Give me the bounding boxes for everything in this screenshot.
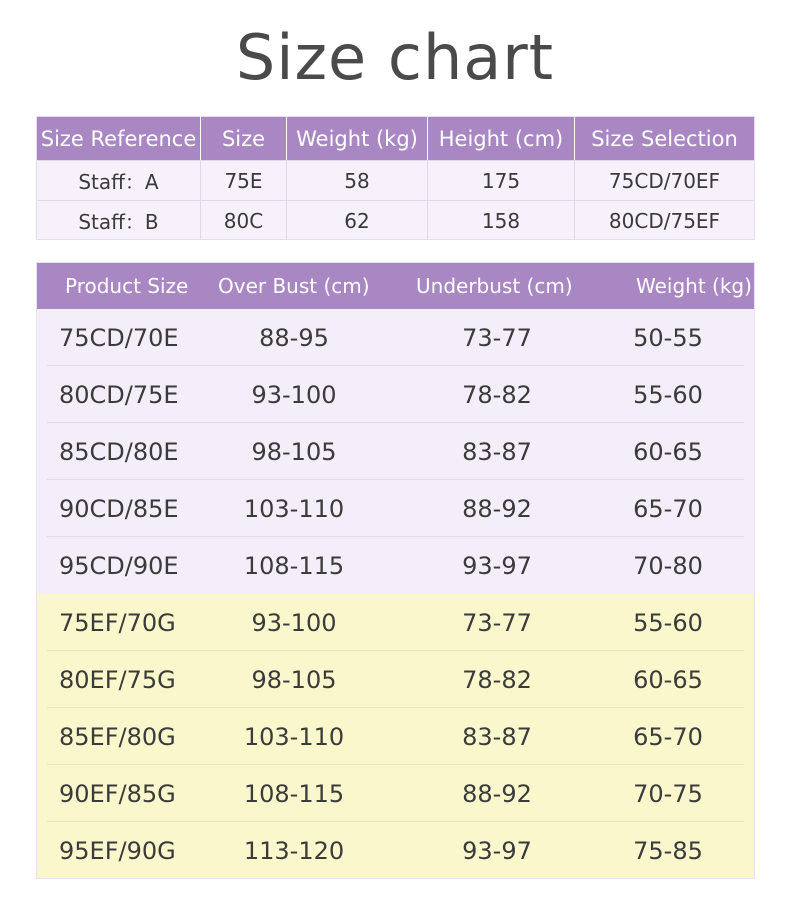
cell-underbust: 83-87	[462, 437, 532, 466]
header-product-size: Product Size	[65, 274, 189, 298]
cell-underbust: 93-97	[462, 836, 532, 865]
cell-product-size: 75EF/70G	[59, 608, 176, 637]
cell-underbust: 78-82	[462, 380, 532, 409]
cell-over-bust: 98-105	[251, 665, 337, 694]
size-table-header	[37, 263, 754, 309]
cell-product-size: 95EF/90G	[59, 836, 176, 865]
header-size: Size	[200, 117, 286, 160]
cell-weight: 60-65	[633, 437, 703, 466]
page-title: Size chart	[235, 21, 555, 94]
table-row	[37, 765, 754, 822]
cell-size: 75E	[200, 161, 286, 200]
cell-underbust: 83-87	[462, 722, 532, 751]
cell-height: 175	[427, 161, 574, 200]
cell-product-size: 85CD/80E	[59, 437, 179, 466]
cell-over-bust: 108-115	[243, 551, 345, 580]
size-group-cd	[37, 309, 754, 594]
table-row	[37, 480, 754, 537]
header-size-selection: Size Selection	[574, 117, 754, 160]
cell-product-size: 85EF/80G	[59, 722, 176, 751]
cell-over-bust: 93-100	[251, 608, 337, 637]
cell-size: 80C	[200, 201, 286, 240]
table-row	[37, 594, 754, 651]
cell-underbust: 73-77	[462, 608, 532, 637]
header-weight: Weight (kg)	[636, 274, 752, 298]
cell-over-bust: 113-120	[243, 836, 345, 865]
table-row	[37, 822, 754, 879]
cell-product-size: 80CD/75E	[59, 380, 179, 409]
table-row	[37, 309, 754, 366]
cell-over-bust: 93-100	[251, 380, 337, 409]
reference-table-header	[37, 117, 754, 160]
cell-weight: 55-60	[633, 380, 703, 409]
cell-product-size: 90CD/85E	[59, 494, 179, 523]
cell-underbust: 88-92	[462, 779, 532, 808]
product-size-table	[36, 262, 755, 879]
table-row	[37, 537, 754, 594]
reference-row-staff-a	[37, 160, 754, 200]
cell-size-selection: 75CD/70EF	[574, 161, 754, 200]
table-row	[37, 708, 754, 765]
header-over-bust: Over Bust (cm)	[218, 274, 370, 298]
cell-over-bust: 88-95	[259, 323, 329, 352]
cell-staff: Staff：B	[78, 210, 159, 234]
cell-over-bust: 103-110	[243, 722, 345, 751]
size-reference-table	[36, 116, 755, 240]
cell-size-selection: 80CD/75EF	[574, 201, 754, 240]
cell-weight: 62	[286, 201, 427, 240]
cell-weight: 50-55	[633, 323, 703, 352]
cell-weight: 70-75	[633, 779, 703, 808]
cell-weight: 70-80	[633, 551, 703, 580]
cell-product-size: 80EF/75G	[59, 665, 176, 694]
header-weight: Weight (kg)	[286, 117, 427, 160]
table-row	[37, 366, 754, 423]
cell-over-bust: 98-105	[251, 437, 337, 466]
cell-underbust: 88-92	[462, 494, 532, 523]
cell-weight: 60-65	[633, 665, 703, 694]
header-height: Height (cm)	[427, 117, 574, 160]
cell-staff: Staff：A	[78, 170, 159, 194]
cell-underbust: 73-77	[462, 323, 532, 352]
cell-weight: 65-70	[633, 722, 703, 751]
cell-weight: 65-70	[633, 494, 703, 523]
cell-over-bust: 103-110	[243, 494, 345, 523]
cell-weight: 75-85	[633, 836, 703, 865]
cell-product-size: 75CD/70E	[59, 323, 179, 352]
cell-weight: 55-60	[633, 608, 703, 637]
reference-row-staff-b	[37, 200, 754, 240]
cell-product-size: 95CD/90E	[59, 551, 179, 580]
size-group-ef	[37, 594, 754, 878]
table-row	[37, 651, 754, 708]
cell-product-size: 90EF/85G	[59, 779, 176, 808]
cell-underbust: 78-82	[462, 665, 532, 694]
cell-height: 158	[427, 201, 574, 240]
cell-underbust: 93-97	[462, 551, 532, 580]
cell-over-bust: 108-115	[243, 779, 345, 808]
cell-weight: 58	[286, 161, 427, 200]
header-size-reference: Size Reference	[40, 126, 197, 151]
header-underbust: Underbust (cm)	[416, 274, 573, 298]
table-row	[37, 423, 754, 480]
